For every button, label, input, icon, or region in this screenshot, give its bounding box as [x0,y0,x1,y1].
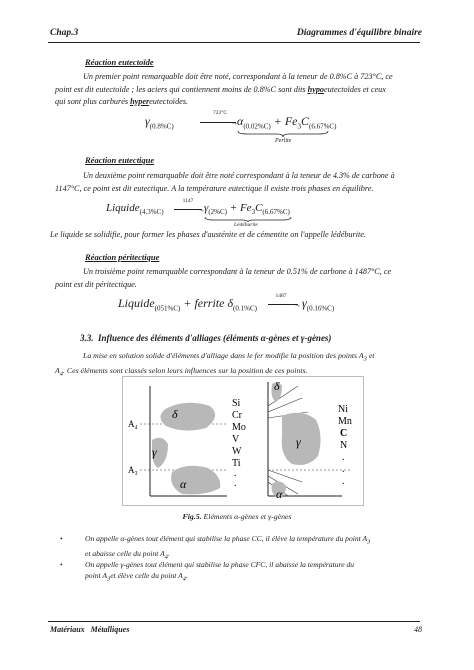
element-label: W [232,446,242,457]
a3-label: A₃ [128,465,138,475]
right-delta-label: δ [274,379,280,393]
footer-course-title: Matériaux Métalliques [50,625,130,634]
chapter-label: Chap.3 [50,28,79,38]
eutectic-heading: Réaction eutectique [85,155,155,165]
page-header-title: Diagrammes d'équilibre binaire [296,28,422,38]
perlite-label: Perlite [275,138,292,144]
element-label: . [342,464,345,475]
eutectoid-equation: $\gamma_{(0.8\%C)}$ 723°C → $\alpha_{(0.02\%C)} + Fe_3C_{(6.67\%C)}$ Perlite [145,110,337,144]
element-label: N [340,440,348,451]
element-label: Cr [232,410,242,421]
section-heading: 3.3. Influence des éléments d'alliages (éléments α-gènes et γ-gènes) [80,333,332,343]
element-label: . [234,468,237,479]
footer-rule [48,621,420,622]
element-label: . [234,478,237,489]
element-label: Ni [338,404,348,415]
right-gamma-region [282,413,321,465]
element-label: C [340,428,348,439]
page-number: 48 [414,625,422,634]
eutectic-paragraph: Un deuxième point remarquable doit être noté correspondant à la teneur de 4.3% de carbone à 1147°C, ce point est dit eutectique. A la température eutectique il existe trois phases en équilibre. [55,171,395,193]
eutectoid-heading: Réaction eutectoïde [85,57,154,67]
element-label: Si [232,398,241,409]
element-label: Mn [338,416,352,427]
element-label: . [342,452,345,463]
peritectic-heading: Réaction péritectique [85,252,160,262]
bullet-icon: • [60,534,63,543]
element-label: Mo [232,422,246,433]
left-gamma-label: γ [152,445,157,459]
right-alpha-label: α [276,487,283,501]
alloying-elements-figure [122,376,364,506]
bullet-gamma-genes: • On appelle γ-gènes tout élément qui stabilise la phase CFC, il abaisse la température du point $A_3et$ élève celle du point $A_4$. [60,560,355,583]
peritectic-paragraph: Un troisième point remarquable correspondant à la teneur de 0.51% de carbone à 1487°C, ce point est dit péritectique. [55,267,392,289]
left-alpha-label: α [180,477,187,491]
a4-label: A₄ [128,419,138,429]
eutectoid-arrow-label: 723°C [212,110,228,116]
element-label: Ti [232,458,241,469]
eutectoid-brace [237,130,329,138]
eutectic-equation: Liquide$_{(4.3\%C)}$ 1147 → $\gamma_{(2\%C)} + Fe_3C_{(6.67\%C)}$ Lédéburite [106,198,326,230]
eutectic-note: Le liquide se solidifie, pour former les phases d'austénite et de cémentite on l'appelle lédéburite. [50,230,366,239]
bullet-alpha-genes: • On appelle α-gènes tout élément qui stabilise la phase CC, il élève la température du point $A_3$ et abaisse celle du point $A_4$. [60,534,371,561]
bullet-icon: • [60,560,63,569]
ledeburite-label: Lédéburite [234,222,258,228]
element-label: . [342,476,345,487]
header-rule [48,42,420,43]
element-label: V [232,434,240,445]
eutectoid-paragraph: Un premier point remarquable doit être noté, correspondant à la teneur de 0.8%C à 723°C, ce point est dit eutectoïde ; les aciers qui contiennent moins de 0.8%C sont dits hypoeutectoïdes et ceux qui sont plus carburés hypereutectoïdes. [55,72,393,106]
left-delta-label: δ [172,407,178,421]
section-paragraph: La mise en solution solide d'éléments d'alliage dans le fer modifie la position des points $A_3$ et $A_4$. Ces éléments sont classés selon leurs influences sur la position de ces points. [55,351,375,378]
eutectic-arrow-label: 1147 [182,198,194,204]
peritectic-arrow-label: 1487 [275,293,287,299]
right-gamma-label: γ [296,435,301,449]
figure-caption: Fig.5. Eléments α-gènes et γ-gènes [182,512,292,521]
peritectic-equation: Liquide$_{(051\%C)}$ + ferrite $\delta_{(0.1\%C)}$ 1487 → $\gamma_{(0.16\%C)}$ [118,293,335,313]
